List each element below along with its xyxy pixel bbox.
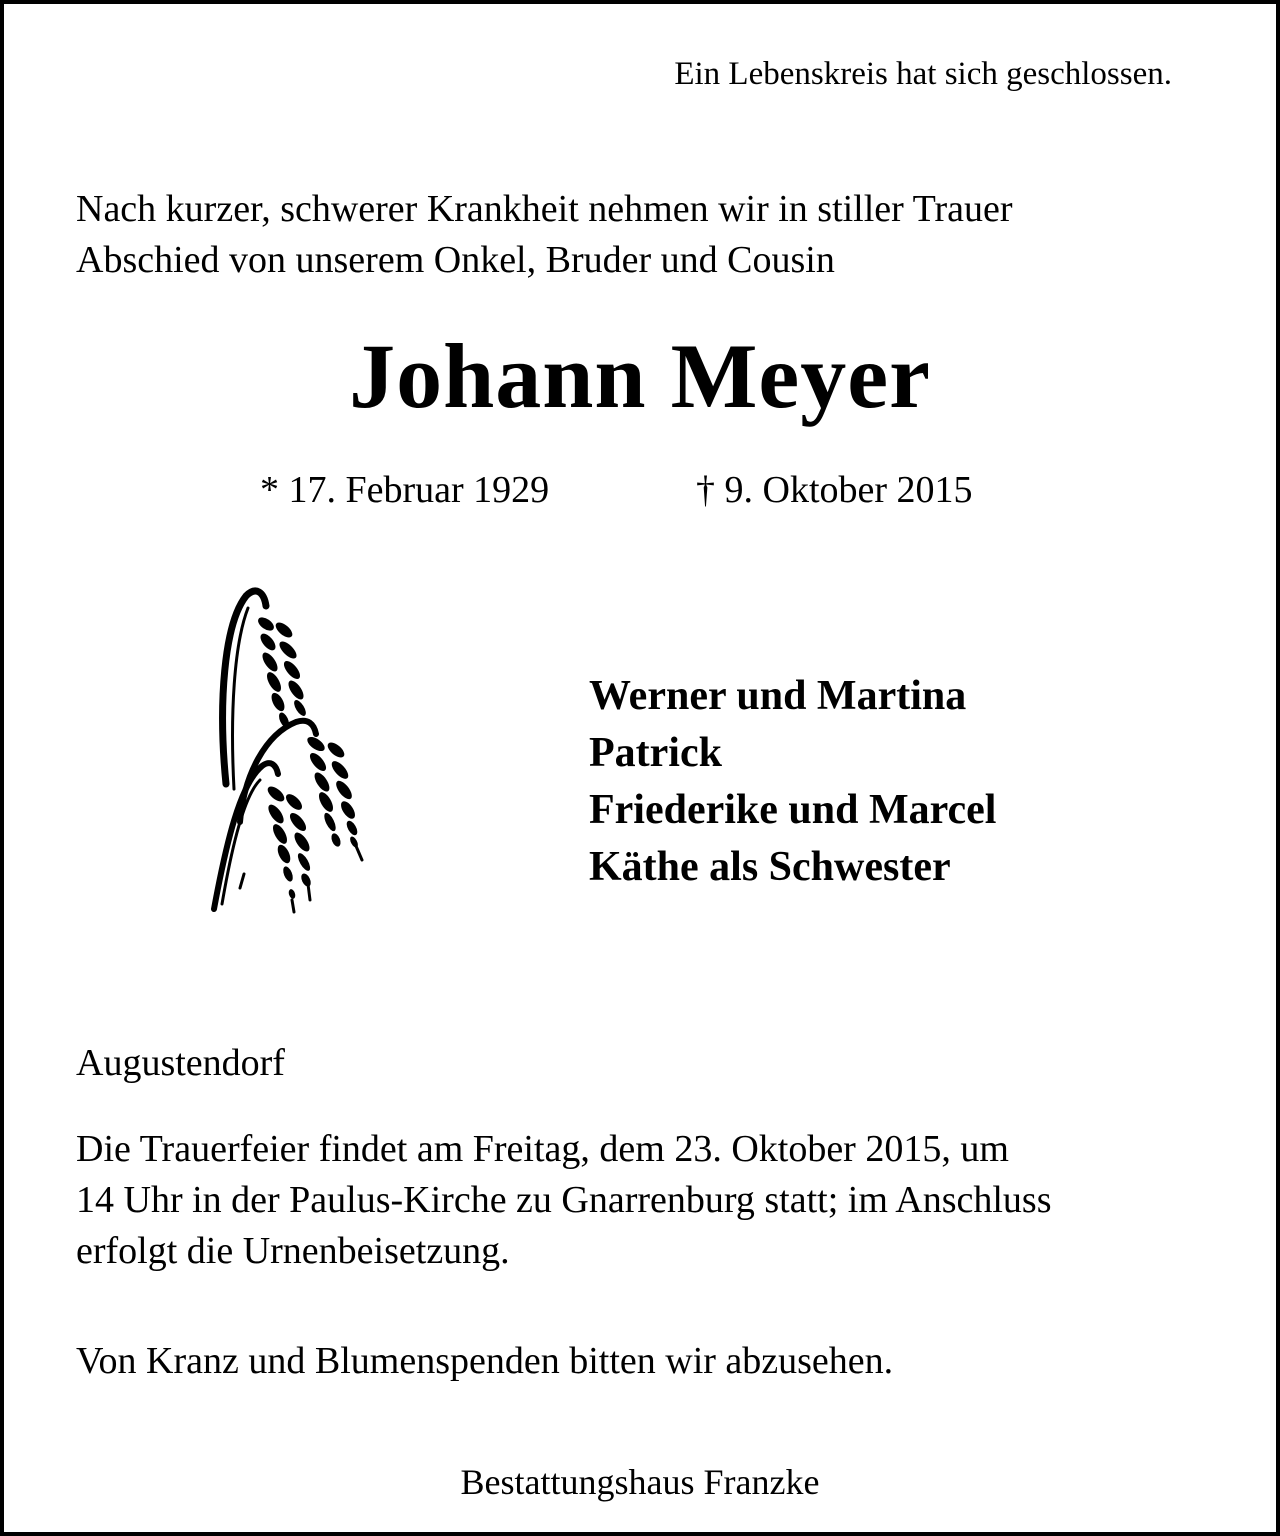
intro-line-1: Nach kurzer, schwerer Krankheit nehmen wir in stiller Trauer: [76, 188, 1013, 230]
ceremony-text: [76, 1124, 1052, 1277]
undertaker: Bestattungshaus Franzke: [460, 1462, 820, 1502]
ceremony-line-2: 14 Uhr in der Paulus-Kirche zu Gnarrenburg statt; im Anschluss: [76, 1179, 1052, 1221]
mourner-entry: Werner und Martina: [589, 673, 967, 719]
wheat-ears-icon: [204, 584, 384, 924]
mourner-entry: Patrick: [589, 730, 722, 776]
place: Augustendorf: [76, 1042, 285, 1084]
mourner-entry: Käthe als Schwester: [589, 844, 951, 890]
flowers-note: Von Kranz und Blumenspenden bitten wir abzusehen.: [76, 1340, 894, 1382]
birth-date: * 17. Februar 1929: [260, 469, 550, 511]
mourners-list: [589, 668, 996, 896]
intro-line-2: Abschied von unserem Onkel, Bruder und Cousin: [76, 239, 835, 281]
ceremony-line-3: erfolgt die Urnenbeisetzung.: [76, 1230, 510, 1272]
deceased-name: Johann Meyer: [349, 325, 931, 427]
intro-text: [76, 184, 1013, 286]
ceremony-line-1: Die Trauerfeier findet am Freitag, dem 23. Oktober 2015, um: [76, 1128, 1009, 1170]
mourner-entry: Friederike und Marcel: [589, 787, 997, 833]
motto: Ein Lebenskreis hat sich geschlossen.: [674, 56, 1172, 92]
death-date: † 9. Oktober 2015: [696, 469, 973, 511]
